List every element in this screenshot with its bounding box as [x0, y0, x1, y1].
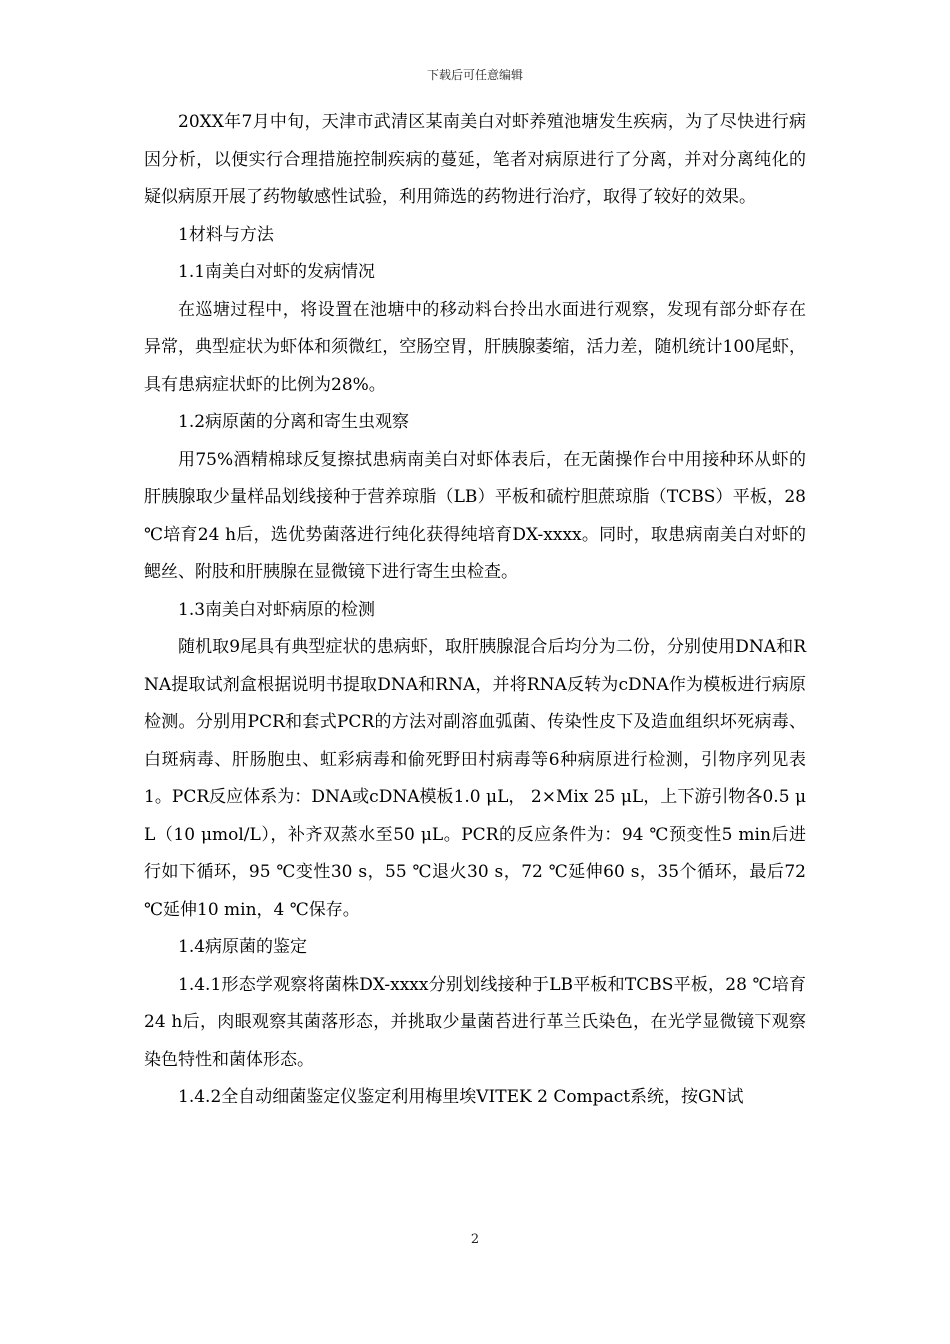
subsection-heading-1-3: 1.3南美白对虾病原的检测 — [178, 599, 376, 620]
page-number: 2 — [470, 1232, 480, 1247]
intro-paragraph: 20XX年7月中旬，天津市武清区某南美白对虾养殖池塘发生疾病，为了尽快进行病因分析，以便实行合理措施控制疾病的蔓延，笔者对病原进行了分离，并对分离纯化的疑似病原开展了药物敏感性试验，利用筛选的药物进行治疗，取得了较好的效果。 — [144, 112, 806, 207]
paragraph-morphology: 1.4.1形态学观察将菌株DX-xxxx分别划线接种于LB平板和TCBS平板，28 ℃培育24 h后，肉眼观察其菌落形态，并挑取少量菌苔进行革兰氏染色，在光学显微镜下观察染色特性和菌体形态。 — [144, 974, 806, 1070]
page-header: 下载后可任意编辑 — [426, 68, 523, 82]
document-body — [144, 104, 806, 1117]
paragraph-disease-situation: 在巡塘过程中，将设置在池塘中的移动料台拎出水面进行观察，发现有部分虾存在异常，典型症状为虾体和须微红，空肠空胃，肝胰腺萎缩，活力差，随机统计100尾虾，具有患病症状虾的比例为28%。 — [144, 299, 806, 395]
subsection-heading-1-1: 1.1南美白对虾的发病情况 — [178, 262, 376, 282]
paragraph-pathogen-detection: 随机取9尾具有典型症状的患病虾，取肝胰腺混合后均分为二份，分别使用DNA和RNA提取试剂盒根据说明书提取DNA和RNA，并将RNA反转为cDNA作为模板进行病原检测。分别用PCR和套式PCR的方法对副溶血弧菌、传染性皮下及造血组织坏死病毒、白斑病毒、肝肠胞虫、虹彩病毒和偷死野田村病毒等6种病原进行检测，引物序列见表1。PCR反应体系为：DNA或cDNA模板1.0 μL， 2×Mix 25 μL，上下游引物各0.5 μL（10 μmol/L），补齐双蒸水至50 μL。PCR的反应条件为：94 ℃预变性5 min后进行如下循环，95 ℃变性30 s，55 ℃退火30 s，72 ℃延伸60 s，35个循环，最后72 ℃延伸10 min，4 ℃保存。 — [144, 637, 806, 920]
paragraph-vitek: 1.4.2全自动细菌鉴定仪鉴定利用梅里埃VITEK 2 Compact系统，按GN试 — [178, 1087, 744, 1107]
section-heading-materials-methods: 1材料与方法 — [178, 224, 274, 245]
paragraph-isolation: 用75%酒精棉球反复擦拭患病南美白对虾体表后，在无菌操作台中用接种环从虾的肝胰腺取少量样品划线接种于营养琼脂（LB）平板和硫柠胆蔗琼脂（TCBS）平板，28 ℃培育24 h后，选优势菌落进行纯化获得纯培育DX-xxxx。同时，取患病南美白对虾的鳃丝、附肢和肝胰腺在显微镜下进行寄生虫检查。 — [144, 449, 806, 582]
subsection-heading-1-4: 1.4病原菌的鉴定 — [178, 937, 308, 957]
subsection-heading-1-2: 1.2病原菌的分离和寄生虫观察 — [178, 412, 410, 432]
